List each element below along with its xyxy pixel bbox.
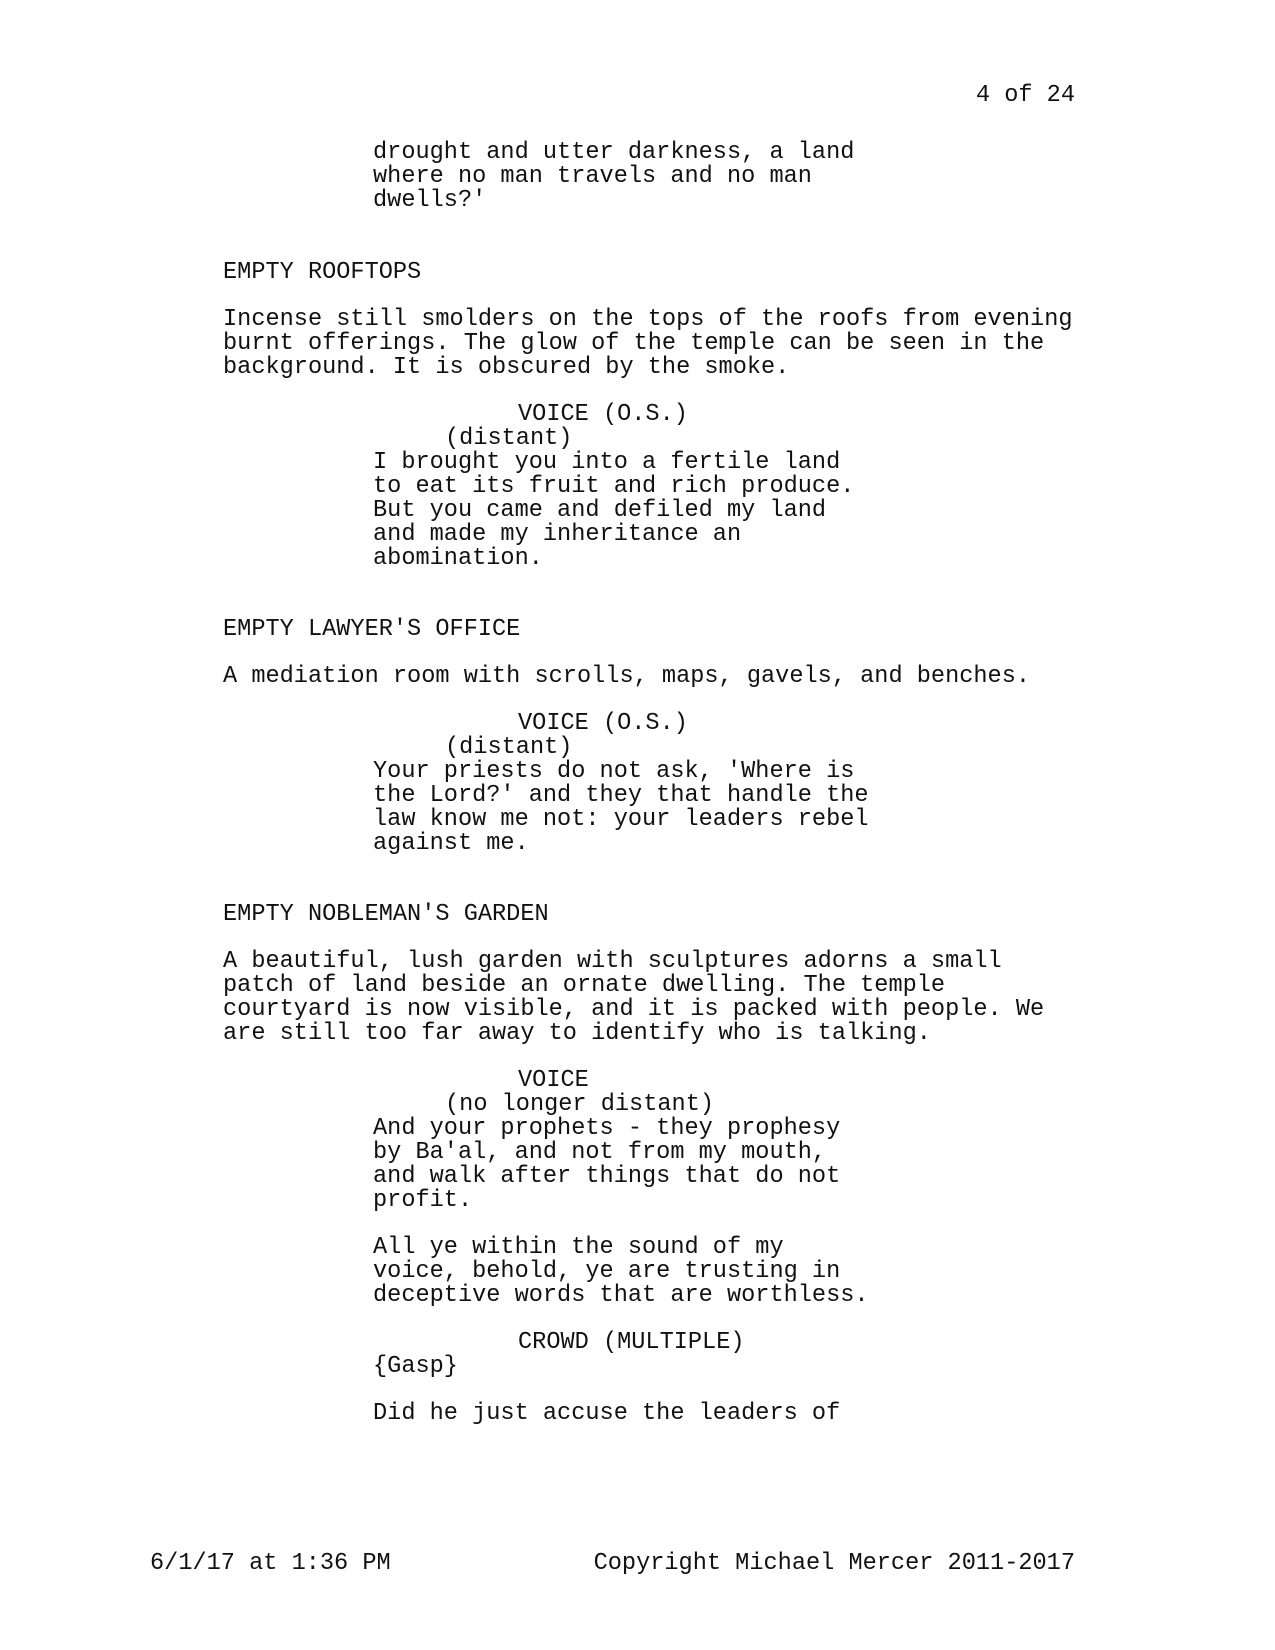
character-name: VOICE (O.S.) bbox=[518, 710, 688, 737]
dialogue-line: abomination. bbox=[373, 545, 543, 572]
dialogue-line: and walk after things that do not bbox=[373, 1163, 841, 1190]
scene-heading: EMPTY ROOFTOPS bbox=[223, 259, 422, 286]
action-line: background. It is obscured by the smoke. bbox=[223, 354, 790, 381]
sound-cue: {Gasp} bbox=[373, 1353, 458, 1380]
dialogue-line: Your priests do not ask, 'Where is bbox=[373, 758, 855, 785]
action-line: patch of land beside an ornate dwelling. The temple bbox=[223, 972, 946, 999]
action-line: A mediation room with scrolls, maps, gavels, and benches. bbox=[223, 663, 1031, 690]
dialogue-line: And your prophets - they prophesy bbox=[373, 1115, 841, 1142]
character-name: CROWD (MULTIPLE) bbox=[518, 1329, 745, 1356]
action-line: courtyard is now visible, and it is packed with people. We bbox=[223, 996, 1045, 1023]
action-line: burnt offerings. The glow of the temple can be seen in the bbox=[223, 330, 1045, 357]
dialogue-line: law know me not: your leaders rebel bbox=[373, 806, 869, 833]
scene-heading: EMPTY LAWYER'S OFFICE bbox=[223, 616, 521, 643]
footer-copyright: Copyright Michael Mercer 2011-2017 bbox=[593, 1550, 1075, 1577]
dialogue-line: All ye within the sound of my bbox=[373, 1234, 784, 1261]
dialogue-line: deceptive words that are worthless. bbox=[373, 1282, 869, 1309]
dialogue-line: voice, behold, ye are trusting in bbox=[373, 1258, 841, 1285]
dialogue-line: dwells?' bbox=[373, 187, 487, 214]
dialogue-line: to eat its fruit and rich produce. bbox=[373, 473, 855, 500]
page-number: 4 of 24 bbox=[975, 82, 1075, 109]
dialogue-line: drought and utter darkness, a land bbox=[373, 139, 855, 166]
dialogue-line: But you came and defiled my land bbox=[373, 497, 827, 524]
character-name: VOICE bbox=[518, 1067, 589, 1094]
character-name: VOICE (O.S.) bbox=[518, 401, 688, 428]
dialogue-line: where no man travels and no man bbox=[373, 163, 812, 190]
parenthetical: (distant) bbox=[445, 425, 573, 452]
scene-heading: EMPTY NOBLEMAN'S GARDEN bbox=[223, 901, 549, 928]
parenthetical: (distant) bbox=[445, 734, 573, 761]
dialogue-line: the Lord?' and they that handle the bbox=[373, 782, 869, 809]
parenthetical: (no longer distant) bbox=[445, 1091, 715, 1118]
action-line: are still too far away to identify who is talking. bbox=[223, 1020, 931, 1047]
action-line: Incense still smolders on the tops of the roofs from evening bbox=[223, 306, 1073, 333]
dialogue-line: against me. bbox=[373, 830, 529, 857]
dialogue-line: by Ba'al, and not from my mouth, bbox=[373, 1139, 827, 1166]
dialogue-line: I brought you into a fertile land bbox=[373, 449, 841, 476]
footer-date: 6/1/17 at 1:36 PM bbox=[150, 1550, 391, 1577]
action-line: A beautiful, lush garden with sculptures adorns a small bbox=[223, 948, 1002, 975]
dialogue-line: Did he just accuse the leaders of bbox=[373, 1400, 841, 1427]
dialogue-line: and made my inheritance an bbox=[373, 521, 742, 548]
dialogue-line: profit. bbox=[373, 1187, 473, 1214]
